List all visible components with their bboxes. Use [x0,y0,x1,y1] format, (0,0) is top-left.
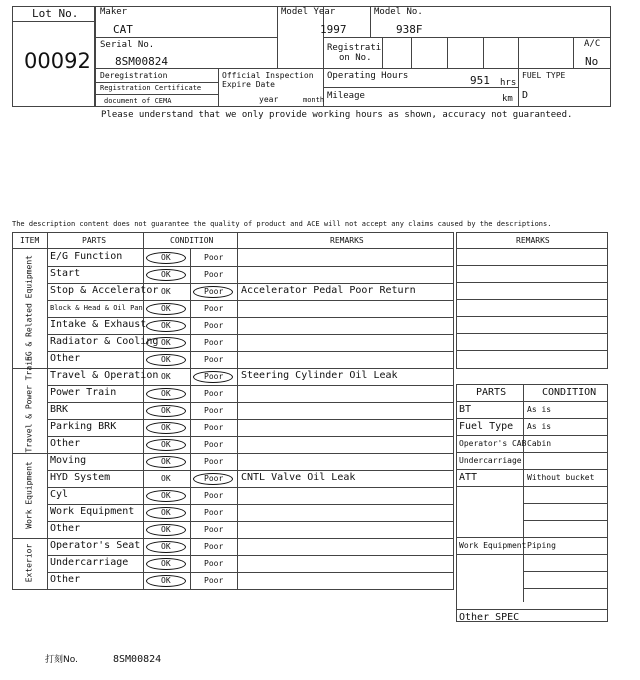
part-name: Block & Head & Oil Pan [50,304,143,312]
mileage-label: Mileage [327,91,365,101]
selected-condition-circle [193,286,233,298]
poor-option[interactable]: Poor [204,321,224,330]
poor-option[interactable]: Poor [204,338,224,347]
ok-option[interactable]: OK [161,491,171,500]
part-name: Operator's Seat [50,540,141,551]
part-name: Power Train [50,387,117,398]
poor-option[interactable]: Poor [204,474,224,483]
remark-text: CNTL Valve Oil Leak [241,472,356,483]
ok-option[interactable]: OK [161,542,171,551]
selected-condition-circle [146,388,186,400]
section-label: Travel & Power Train [24,355,33,452]
fuel-type-label: FUEL TYPE [522,71,566,80]
model-no-label: Model No. [374,7,423,17]
remark-text: Accelerator Pedal Poor Return [241,285,416,296]
poor-option[interactable]: Poor [204,491,224,500]
poor-option[interactable]: Poor [204,440,224,449]
km-label: km [502,94,513,104]
serial-value: 8SM00824 [115,55,168,68]
poor-option[interactable]: Poor [204,525,224,534]
selected-condition-circle [146,422,186,434]
right-part-name: Operator's CAB [459,439,527,448]
model-year-value: 1997 [320,23,347,36]
right-parts-header: PARTS [476,387,507,398]
table-row [47,521,454,538]
other-spec-label: Other SPEC [459,612,520,623]
part-name: BRK [50,404,69,415]
hours-note: Please understand that we only provide working hours as shown, accuracy not guaranteed. [101,110,573,120]
right-part-name: ATT [459,472,478,483]
part-name: Start [50,268,81,279]
ok-option[interactable]: OK [161,270,171,279]
right-condition-value: As is [527,422,552,431]
stamp-no-value: 8SM00824 [113,654,162,665]
ac-label: A/C [584,39,601,49]
fuel-type-value: D [522,90,529,101]
poor-option[interactable]: Poor [204,270,224,279]
ok-option[interactable]: OK [161,457,171,466]
right-condition-header: CONDITION [542,387,597,398]
selected-condition-circle [146,439,186,451]
table-row [47,572,454,589]
ok-option[interactable]: OK [161,304,171,313]
remark-text: Steering Cylinder Oil Leak [241,370,398,381]
condition-header: CONDITION [170,236,214,245]
part-name: Other [50,438,81,449]
poor-option[interactable]: Poor [204,559,224,568]
selected-condition-circle [146,303,186,315]
section-label: EG & Related Equipment [24,254,33,361]
year-label: year [259,95,279,104]
poor-option[interactable]: Poor [204,508,224,517]
selected-condition-circle [146,541,186,553]
registration-label-1: Registrati [327,43,382,53]
table-row [47,402,454,419]
section-label: Exterior [24,543,33,582]
hrs-label: hrs [500,78,517,88]
part-name: Stop & Accelerator [50,285,159,296]
ok-option[interactable]: OK [161,338,171,347]
item-header: ITEM [20,236,40,245]
stamp-no-label: 打刻No. [45,655,78,665]
table-row [47,266,454,283]
right-part-name: BT [459,404,472,415]
lot-label: Lot No. [32,7,79,20]
right-condition-value: Piping [527,541,556,550]
part-name: E/G Function [50,251,123,262]
registration-label-2: on No. [339,53,372,63]
selected-condition-circle [146,337,186,349]
model-year-label: Model Year [281,7,336,17]
disclaimer: The description content does not guarantee the quality of product and ACE will not accept any claims caused by the descriptions. [12,220,552,228]
table-row [47,436,454,453]
part-name: Moving [50,455,87,466]
ok-option[interactable]: OK [161,508,171,517]
selected-condition-circle [146,405,186,417]
model-no-value: 938F [396,23,423,36]
part-name: Undercarriage [50,557,129,568]
poor-option[interactable]: Poor [204,355,224,364]
right-part-name: Work Equipment [459,541,527,550]
inspection-label-2: Expire Date [222,80,275,89]
selected-condition-circle [193,473,233,485]
poor-option[interactable]: Poor [204,389,224,398]
ok-option[interactable]: OK [161,372,171,381]
maker-label: Maker [100,7,128,17]
parts-header: PARTS [82,236,107,245]
part-name: Other [50,574,81,585]
selected-condition-circle [146,558,186,570]
part-name: Work Equipment [50,506,135,517]
selected-condition-circle [146,490,186,502]
table-row [47,487,454,504]
table-row [47,351,454,368]
part-name: Radiator & Cooling [50,336,159,347]
part-name: Travel & Operation [50,370,159,381]
ac-value: No [585,55,599,68]
part-name: Other [50,353,81,364]
remarks-header: REMARKS [330,236,364,245]
ok-option[interactable]: OK [161,474,171,483]
lot-number: 00092 [24,49,91,73]
ok-option[interactable]: OK [161,440,171,449]
dereg-label: Deregistration [100,71,168,80]
selected-condition-circle [146,320,186,332]
serial-label: Serial No. [100,40,155,50]
part-name: Parking BRK [50,421,117,432]
right-part-name: Undercarriage [459,456,522,465]
part-name: Intake & Exhaust [50,319,147,330]
ok-option[interactable]: OK [161,355,171,364]
ok-option[interactable]: OK [161,406,171,415]
part-name: Cyl [50,489,69,500]
poor-option[interactable]: Poor [204,457,224,466]
section-label: Work Equipment [24,460,33,529]
ok-option[interactable]: OK [161,559,171,568]
poor-option[interactable]: Poor [204,253,224,262]
inspection-label-1: Official Inspection [222,71,314,80]
ok-option[interactable]: OK [161,576,171,585]
right-condition-value: Cabin [527,439,552,448]
selected-condition-circle [146,507,186,519]
selected-condition-circle [146,524,186,536]
selected-condition-circle [146,456,186,468]
right-part-name: Fuel Type [459,421,514,432]
part-name: HYD System [50,472,111,483]
poor-option[interactable]: Poor [204,576,224,585]
ok-option[interactable]: OK [161,389,171,398]
table-row [47,453,454,470]
reg-cert-label: Registration Certificate [100,84,202,92]
part-name: Other [50,523,81,534]
operating-hours-label: Operating Hours [327,71,409,81]
poor-option[interactable]: Poor [204,372,224,381]
ok-option[interactable]: OK [161,321,171,330]
selected-condition-circle [146,575,186,587]
poor-option[interactable]: Poor [204,287,224,296]
ok-option[interactable]: OK [161,287,171,296]
selected-condition-circle [193,371,233,383]
right-condition-value: Without bucket [527,473,595,482]
selected-condition-circle [146,269,186,281]
poor-option[interactable]: Poor [204,406,224,415]
poor-option[interactable]: Poor [204,304,224,313]
selected-condition-circle [146,252,186,264]
month-label: month [303,96,325,104]
maker-value: CAT [113,23,133,36]
ok-option[interactable]: OK [161,423,171,432]
right-remarks-header: REMARKS [516,236,550,245]
ok-option[interactable]: OK [161,525,171,534]
selected-condition-circle [146,354,186,366]
ok-option[interactable]: OK [161,253,171,262]
poor-option[interactable]: Poor [204,542,224,551]
cema-label: document of CEMA [104,97,172,105]
right-condition-value: As is [527,405,552,414]
operating-hours-value: 951 [470,74,490,87]
poor-option[interactable]: Poor [204,423,224,432]
